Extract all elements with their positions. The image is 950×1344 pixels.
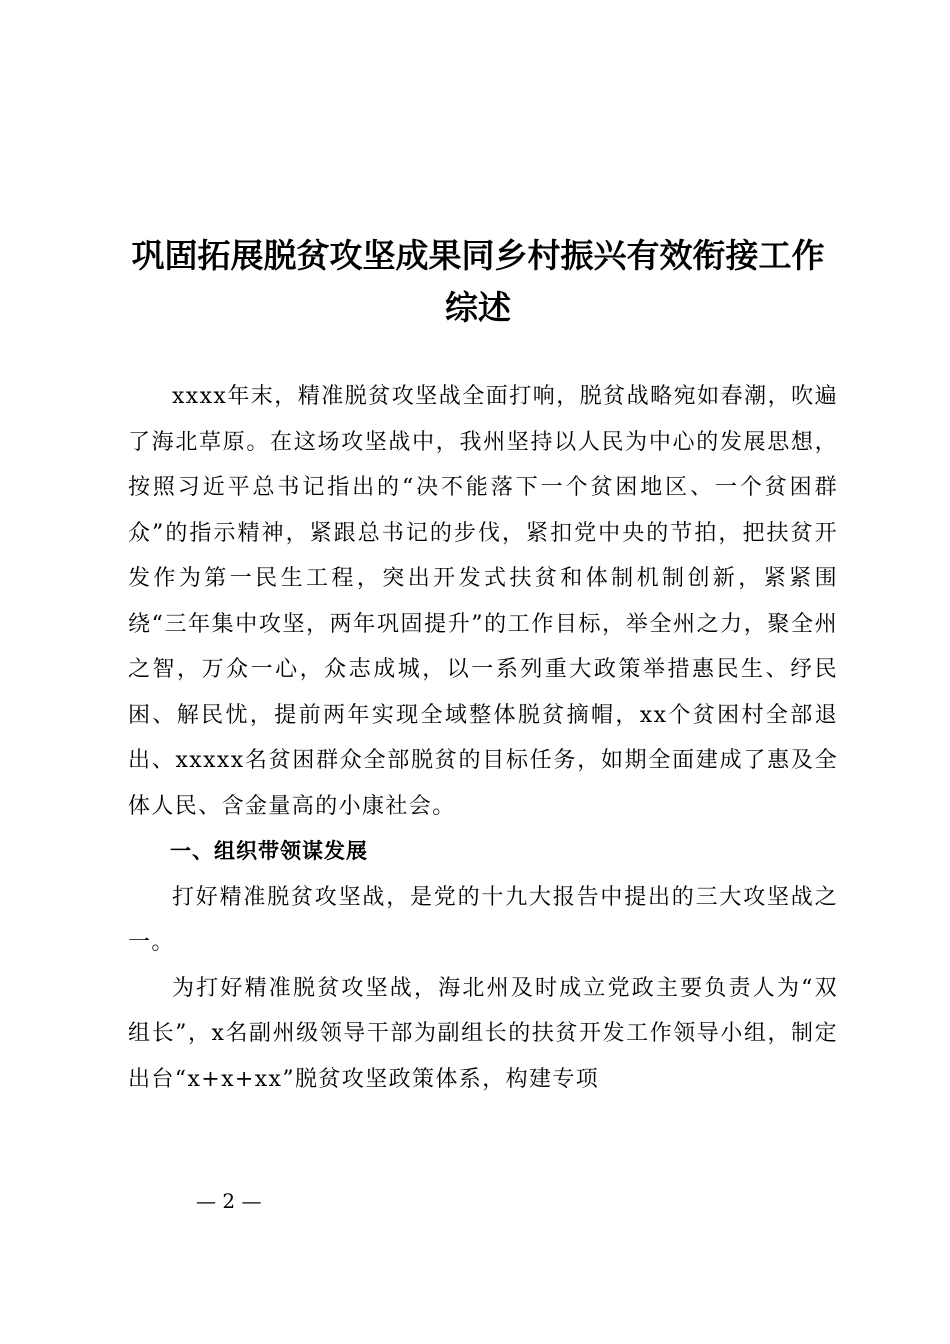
paragraph-intro: xxxx年末，精准脱贫攻坚战全面打响，脱贫战略宛如春潮，吹遍了海北草原。在这场攻坚战中，我州坚持以人民为中心的发展思想，按照习近平总书记指出的“决不能落下一个贫困地区、一个贫困群众”的指示精神，紧跟总书记的步伐，紧扣党中央的节拍，把扶贫开发作为第一民生工程，突出开发式扶贫和体制机制创新，紧紧围绕“三年集中攻坚，两年巩固提升”的工作目标，举全州之力，聚全州之智，万众一心，众志成城，以一系列重大政策举措惠民生、纾民困、解民忧，提前两年实现全域整体脱贫摘帽，xx个贫困村全部退出、xxxxx名贫困群众全部脱贫的目标任务，如期全面建成了惠及全体人民、含金量高的小康社会。 — [128, 384, 838, 819]
section-heading-1: 一、组织带领谋发展 — [170, 839, 368, 863]
paragraph-section-1-a: 打好精准脱贫攻坚战，是党的十九大报告中提出的三大攻坚战之一。 — [128, 884, 838, 955]
page-number: — 2 — — [196, 1189, 262, 1213]
document-title: 巩固拓展脱贫攻坚成果同乡村振兴有效衔接工作综述 — [131, 236, 825, 327]
document-body — [128, 374, 838, 1102]
paragraph-section-1-b: 为打好精准脱贫攻坚战，海北州及时成立党政主要负责人为“双组长”，x名副州级领导干部为副组长的扶贫开发工作领导小组，制定出台“x+x+xx”脱贫攻坚政策体系，构建专项 — [128, 975, 838, 1092]
